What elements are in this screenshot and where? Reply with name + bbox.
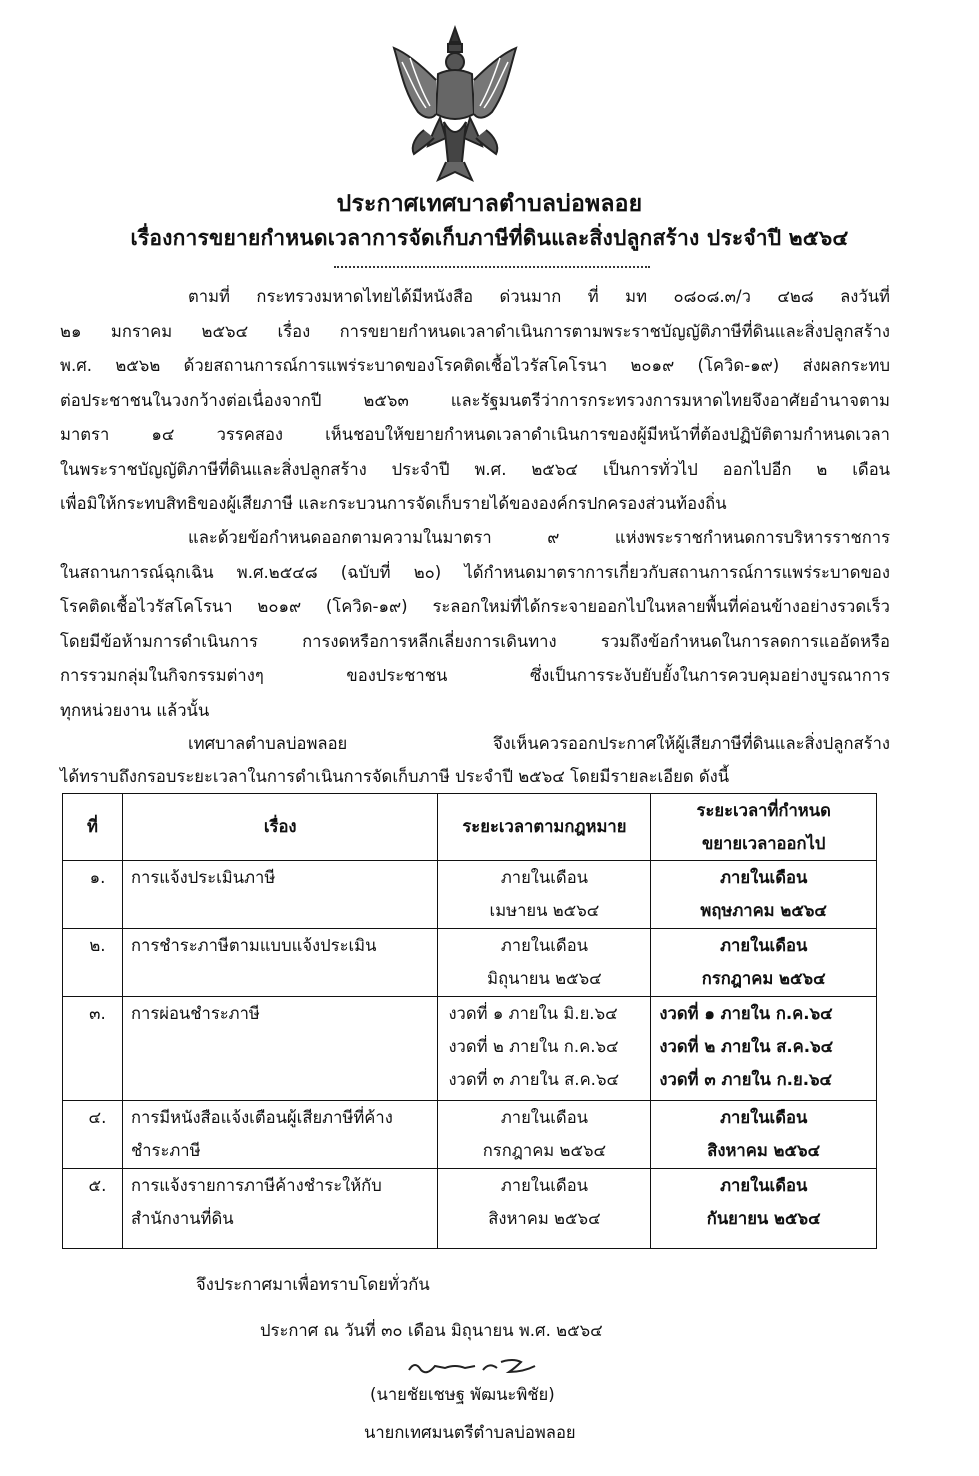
row-extended: กันยายน ๒๕๖๔: [706, 1209, 821, 1228]
row-legal: ภายในเดือน: [500, 868, 589, 887]
row-number: ๓.: [89, 1004, 106, 1023]
closing-announce: จึงประกาศมาเพื่อทราบโดยทั่วกัน: [196, 1275, 430, 1294]
header-no: ที่: [63, 794, 123, 861]
paragraph-line: และด้วยข้อกำหนดออกตามความในมาตรา ๙ แห่งพระราชกำหนดการบริหารราชการ: [188, 528, 890, 547]
table-header-row: [63, 794, 877, 861]
header-legal-period: ระยะเวลาตามกฎหมาย: [438, 794, 651, 861]
row-subject: การชำระภาษีตามแบบแจ้งประเมิน: [130, 936, 377, 955]
header-extended-line: ระยะเวลาที่กำหนด: [696, 801, 831, 820]
header-extended-line: ขยายเวลาออกไป: [701, 834, 826, 853]
signer-name: (นายชัยเชษฐ พัฒนะพิชัย): [370, 1385, 555, 1404]
paragraph-3: [60, 727, 890, 792]
table-row: [63, 997, 877, 1101]
paragraph-line: เทศบาลตำบลบ่อพลอย จึงเห็นควรออกประกาศให้ผู้เสียภาษีที่ดินและสิ่งปลูกสร้าง: [188, 734, 890, 753]
row-extended: กรกฎาคม ๒๕๖๔: [701, 969, 826, 988]
paragraph-line: ได้ทราบถึงกรอบระยะเวลาในการดำเนินการจัดเก็บภาษี ประจำปี ๒๕๖๔ โดยมีรายละเอียด ดังนี้: [60, 766, 730, 786]
row-number: ๑.: [89, 868, 106, 887]
divider: [334, 266, 650, 268]
row-legal: งวดที่ ๑ ภายใน มิ.ย.๖๔: [448, 1004, 618, 1023]
row-number: ๕.: [88, 1176, 107, 1195]
paragraph-line: ในพระราชบัญญัติภาษีที่ดินและสิ่งปลูกสร้าง ประจำปี พ.ศ. ๒๕๖๔ เป็นการทั่วไป ออกไปอีก ๒ เดือน: [60, 459, 890, 479]
row-legal: ภายในเดือน: [500, 1108, 589, 1127]
row-legal: งวดที่ ๒ ภายใน ก.ค.๖๔: [448, 1037, 619, 1056]
row-subject: การมีหนังสือแจ้งเตือนผู้เสียภาษีที่ค้าง: [130, 1108, 393, 1127]
header-subject: เรื่อง: [122, 794, 438, 861]
table-row: [63, 929, 877, 997]
announcement-date: ประกาศ ณ วันที่ ๓๐ เดือน มิถุนายน พ.ศ. ๒๕๖๔: [260, 1321, 603, 1340]
row-subject: ชำระภาษี: [130, 1141, 201, 1160]
schedule-table: [62, 793, 877, 1249]
row-legal: มิถุนายน ๒๕๖๔: [487, 969, 602, 988]
table-row: [63, 1101, 877, 1169]
paragraph-line: โดยมีข้อห้ามการดำเนินการ การงดหรือการหลีกเลี่ยงการเดินทาง รวมถึงข้อกำหนดในการลดการแออัดหรือ: [60, 631, 890, 651]
signature-icon: [405, 1352, 545, 1380]
row-subject: การแจ้งรายการภาษีค้างชำระให้กับ: [130, 1176, 382, 1195]
signer-title: นายกเทศมนตรีตำบลบ่อพลอย: [364, 1423, 576, 1442]
row-subject: การแจ้งประเมินภาษี: [130, 868, 276, 887]
row-extended: สิงหาคม ๒๕๖๔: [707, 1141, 821, 1160]
row-legal: กรกฎาคม ๒๕๖๔: [482, 1141, 607, 1160]
paragraph-line: โรคติดเชื้อไวรัสโคโรนา ๒๐๑๙ (โควิด-๑๙) ระลอกใหม่ที่ได้กระจายออกไปในหลายพื้นที่ค่อนข้างอย่างรวดเร็ว: [60, 597, 890, 616]
paragraph-1: [60, 280, 890, 522]
row-legal: ภายในเดือน: [500, 936, 589, 955]
paragraph-line: การรวมกลุ่มในกิจกรรมต่างๆ ของประชาชน ซึ่งเป็นการระงับยับยั้งในการควบคุมอย่างบูรณาการ: [60, 666, 890, 685]
row-number: ๔.: [88, 1108, 107, 1127]
announcement-subject: เรื่องการขยายกำหนดเวลาการจัดเก็บภาษีที่ดินและสิ่งปลูกสร้าง ประจำปี ๒๕๖๔: [130, 226, 849, 250]
paragraph-line: พ.ศ. ๒๕๖๒ ด้วยสถานการณ์การแพร่ระบาดของโรคติดเชื้อไวรัสโคโรนา ๒๐๑๙ (โควิด-๑๙) ส่งผลกระทบ: [60, 356, 890, 375]
paragraph-line: เพื่อมิให้กระทบสิทธิของผู้เสียภาษี และกระบวนการจัดเก็บรายได้ขององค์กรปกครองส่วนท้องถิ่น: [60, 494, 727, 513]
row-extended: ภายในเดือน: [720, 1176, 808, 1195]
table-row: [63, 1169, 877, 1249]
paragraph-line: ตามที่ กระทรวงมหาดไทยได้มีหนังสือ ด่วนมาก ที่ มท ๐๘๐๘.๓/ว ๔๒๘ ลงวันที่: [188, 287, 890, 306]
row-extended: ภายในเดือน: [720, 936, 808, 955]
table-row: [63, 861, 877, 929]
paragraph-line: ทุกหน่วยงาน แล้วนั้น: [60, 700, 210, 720]
row-extended: ภายในเดือน: [720, 868, 808, 887]
row-legal: สิงหาคม ๒๕๖๔: [488, 1209, 601, 1228]
row-extended: งวดที่ ๑ ภายใน ก.ค.๖๔: [659, 1004, 833, 1023]
paragraph-2: [60, 521, 890, 728]
row-extended: พฤษภาคม ๒๕๖๔: [700, 901, 827, 920]
paragraph-line: ต่อประชาชนในวงกว้างต่อเนื่องจากปี ๒๕๖๓ และรัฐมนตรีว่าการกระทรวงการมหาดไทยจึงอาศัยอำนาจตาม: [60, 390, 890, 410]
row-legal: ภายในเดือน: [500, 1176, 589, 1195]
row-extended: งวดที่ ๒ ภายใน ส.ค.๖๔: [659, 1037, 834, 1056]
row-subject: สำนักงานที่ดิน: [130, 1209, 234, 1228]
paragraph-line: ๒๑ มกราคม ๒๕๖๔ เรื่อง การขยายกำหนดเวลาดำเนินการตามพระราชบัญญัติภาษีที่ดินและสิ่งปลูกสร้าง: [60, 321, 890, 341]
page-title: ประกาศเทศบาลตำบลบ่อพลอย: [336, 191, 643, 217]
row-legal: งวดที่ ๓ ภายใน ส.ค.๖๔: [448, 1070, 620, 1089]
row-extended: ภายในเดือน: [720, 1108, 808, 1127]
row-legal: เมษายน ๒๕๖๔: [489, 901, 600, 920]
row-subject: การผ่อนชำระภาษี: [130, 1004, 260, 1023]
garuda-emblem-icon: [388, 22, 522, 190]
paragraph-line: ในสถานการณ์ฉุกเฉิน พ.ศ.๒๕๔๘ (ฉบับที่ ๒๐) ได้กำหนดมาตราการเกี่ยวกับสถานการณ์การแพร่ระบาดของ: [60, 562, 890, 582]
row-extended: งวดที่ ๓ ภายใน ก.ย.๖๔: [659, 1070, 833, 1089]
header-extended-period: [651, 794, 877, 861]
paragraph-line: มาตรา ๑๔ วรรคสอง เห็นชอบให้ขยายกำหนดเวลาดำเนินการของผู้มีหน้าที่ต้องปฏิบัติตามกำหนดเวลา: [60, 425, 890, 444]
row-number: ๒.: [89, 936, 106, 955]
